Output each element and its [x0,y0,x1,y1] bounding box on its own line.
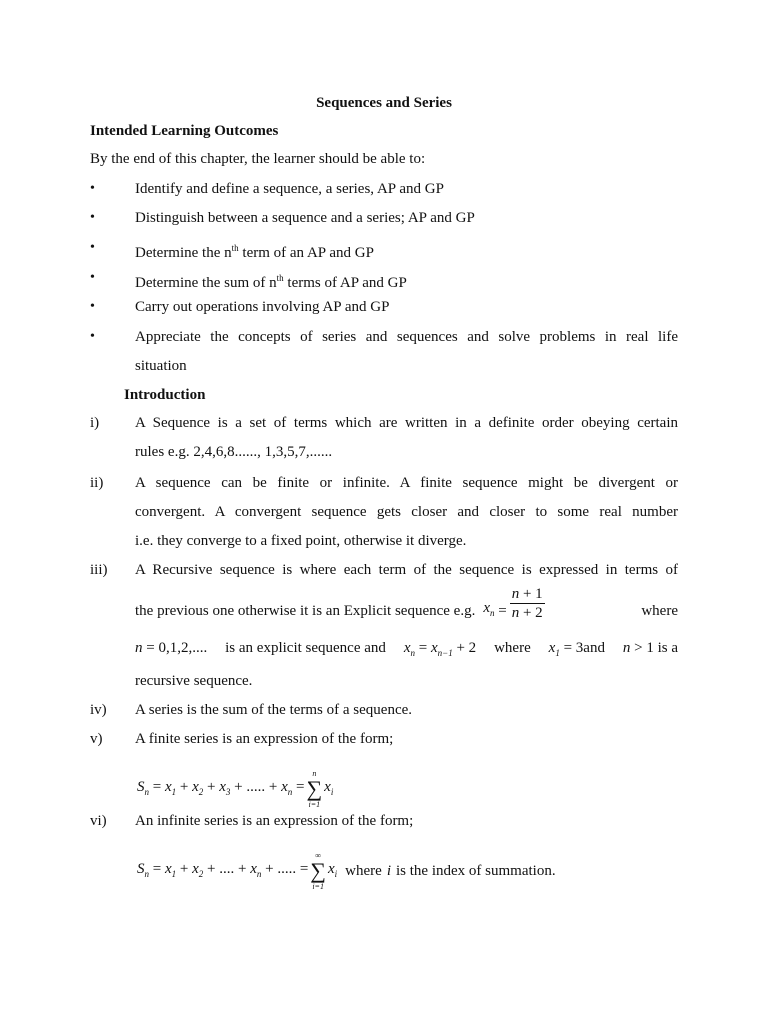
item-text: A Recursive sequence is where each term of the sequence is expressed in terms of [135,562,678,578]
item-text: rules e.g. 2,4,6,8......, 1,3,5,7,...... [135,444,333,460]
item-text: convergent. A convergent sequence gets closer and closer to some real number [135,504,678,520]
item-text: A series is the sum of the terms of a sequence. [135,702,413,718]
item-text: A Sequence is a set of terms which are written in a definite order obeying certain [135,415,678,431]
formula-initial: $x_1 = 3$ [548,640,584,658]
list-item: Determine the sum of $n^{th}$ terms of AP and GP [135,273,407,291]
item-marker: iii) [90,562,108,578]
item-text: An infinite series is an expression of the form; [135,813,414,829]
formula-finite-series: $S_n = x_1 + x_2 + x_3$ + ..... + $x_n$ = n ∑ i=1 $x_i$ [137,769,334,809]
list-item: Determine the $n^{th}$ term of an AP and GP [135,243,374,261]
bullet-marker: • [90,329,95,344]
bullet-marker: • [90,270,95,285]
item-text: recursive sequence. [135,673,253,689]
list-item: Distinguish between a sequence and a series; AP and GP [135,210,475,226]
item-marker: vi) [90,813,107,829]
item-text: A finite series is an expression of the form; [135,731,394,747]
formula-xn-fraction: $x_n$ = $\frac{n + 1}{n + 2}$ [483,586,543,621]
list-item: Appreciate the concepts of series and sequences and solve problems in real life [135,329,678,345]
item-marker: ii) [90,475,104,491]
index-variable: i [386,863,391,879]
item-marker: iv) [90,702,107,718]
bullet-marker: • [90,210,95,225]
formula-condition: n > 1 [622,640,654,656]
formula-infinite-series: $S_n = x_1 + x_2$ + .... + $x_n$ + ..... = ∞ ∑ i=1 $x_i$ where i is the index of summation. [137,851,556,891]
item-text: A sequence can be finite or infinite. A finite sequence might be divergent or [135,475,678,491]
bullet-marker: • [90,299,95,314]
formula-n-values: n = 0,1,2,.... [135,640,208,656]
sigma-symbol: ∞ ∑ i=1 [310,851,326,891]
outcomes-heading: Intended Learning Outcomes [90,123,279,139]
item-text-with-formula: n = 0,1,2,.... is an explicit sequence and $x_n = x_{n-1} + 2$ where $x_1 = 3and$ n > 1 is a [135,638,678,663]
intro-sentence: By the end of this chapter, the learner should be able to: [90,151,426,167]
item-text-with-formula: the previous one otherwise it is an Explicit sequence e.g. $x_n$ = $\frac{n + 1}{n + 2}$ where [135,586,678,621]
list-item-continued: situation [135,358,187,374]
bullet-marker: • [90,181,95,196]
item-text: i.e. they converge to a fixed point, otherwise it diverge. [135,533,467,549]
list-item: Identify and define a sequence, a series, AP and GP [135,181,444,197]
introduction-heading: Introduction [124,387,206,403]
list-item: Carry out operations involving AP and GP [135,299,390,315]
item-marker: v) [90,731,103,747]
bullet-marker: • [90,240,95,255]
sigma-symbol: n ∑ i=1 [306,769,323,809]
page-title: Sequences and Series [316,95,452,111]
item-marker: i) [90,415,100,431]
formula-recurrence: $x_n = x_{n-1} + 2$ [403,640,477,658]
